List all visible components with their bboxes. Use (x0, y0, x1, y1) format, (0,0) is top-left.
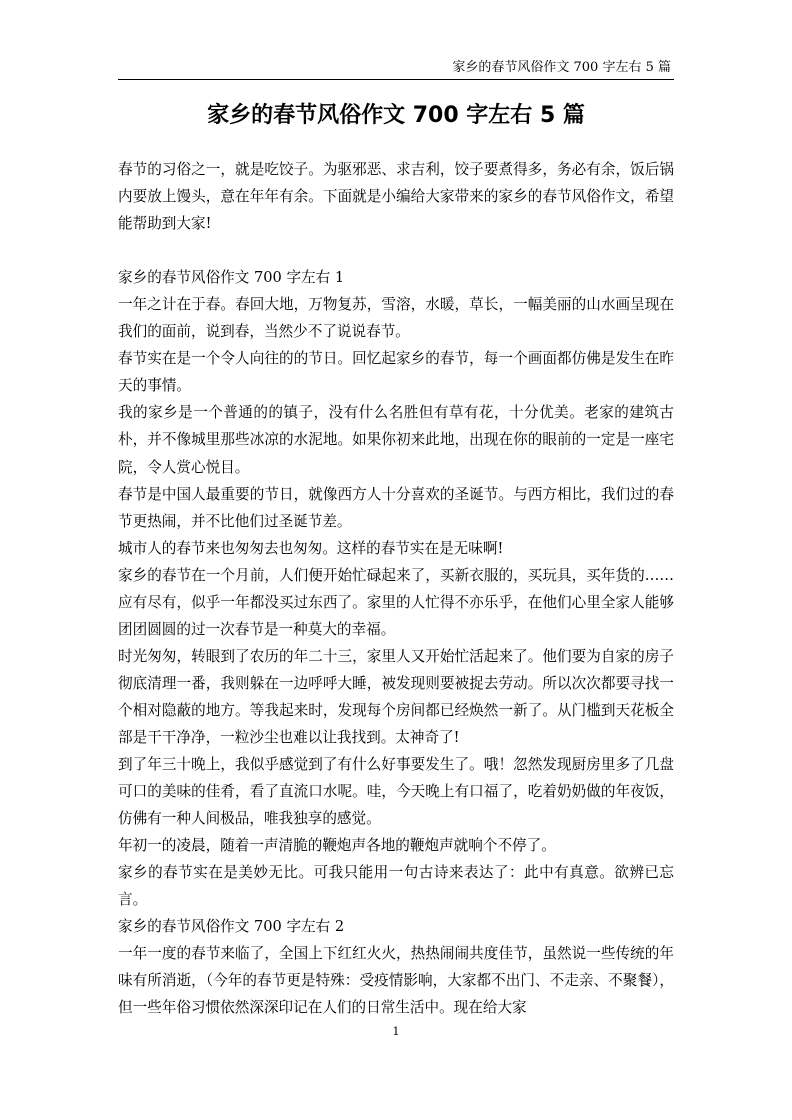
body-paragraph: 时光匆匆，转眼到了农历的年二十三，家里人又开始忙活起来了。他们要为自家的房子彻底清理一番，我则躲在一边呼呼大睡，被发现则要被捉去劳动。所以次次都要寻找一个相对隐蔽的地方。等我起来时，发现每个房间都已经焕然一新了。从门槛到天花板全部是干干净净，一粒沙尘也难以让我找到。太神奇了! (118, 647, 674, 746)
section-heading-2: 家乡的春节风俗作文 700 字左右 2 (118, 918, 345, 936)
body-paragraph: 家乡的春节实在是美妙无比。可我只能用一句古诗来表达了：此中有真意。欲辨已忘言。 (118, 864, 674, 909)
section-heading-1: 家乡的春节风俗作文 700 字左右 1 (118, 269, 345, 287)
body-paragraph: 我的家乡是一个普通的的镇子，没有什么名胜但有草有花，十分优美。老家的建筑古朴，并不像城里那些冰凉的水泥地。如果你初来此地，出现在你的眼前的一定是一座宅院，令人赏心悦目。 (118, 404, 674, 476)
body-paragraph: 春节是中国人最重要的节日，就像西方人十分喜欢的圣诞节。与西方相比，我们过的春节更热闹，并不比他们过圣诞节差。 (118, 485, 674, 530)
body-paragraph: 一年一度的春节来临了，全国上下红红火火，热热闹闹共度佳节，虽然说一些传统的年味有所消逝，（今年的春节更是特殊：受疫情影响，大家都不出门、不走亲、不聚餐），但一些年俗习惯依然深深印记在人们的日常生活中。现在给大家 (118, 945, 674, 1017)
body-paragraph: 城市人的春节来也匆匆去也匆匆。这样的春节实在是无味啊! (118, 539, 504, 557)
document-body (118, 156, 674, 1022)
header-divider (118, 79, 674, 80)
running-header: 家乡的春节风俗作文 700 字左右 5 篇 (452, 60, 671, 75)
intro-paragraph: 春节的习俗之一，就是吃饺子。为驱邪恶、求吉利，饺子要煮得多，务必有余，饭后锅内要放上馒头，意在年年有余。下面就是小编给大家带来的家乡的春节风俗作文，希望能帮助到大家! (118, 161, 674, 233)
page-number: 1 (392, 1025, 400, 1038)
body-paragraph: 春节实在是一个令人向往的的节日。回忆起家乡的春节，每一个画面都仿佛是发生在昨天的事情。 (118, 350, 674, 395)
paragraph-spacer (118, 237, 674, 264)
body-paragraph: 家乡的春节在一个月前，人们便开始忙碌起来了，买新衣服的，买玩具，买年货的……应有尽有，似乎一年都没买过东西了。家里的人忙得不亦乐乎，在他们心里全家人能够团团圆圆的过一次春节是一种莫大的幸福。 (118, 566, 674, 638)
body-paragraph: 到了年三十晚上，我似乎感觉到了有什么好事要发生了。哦！忽然发现厨房里多了几盘可口的美味的佳肴，看了直流口水呢。哇，今天晚上有口福了，吃着奶奶做的年夜饭，仿佛有一种人间极品，唯我独享的感觉。 (118, 756, 674, 828)
body-paragraph: 一年之计在于春。春回大地，万物复苏，雪溶，水暖，草长，一幅美丽的山水画呈现在我们的面前，说到春，当然少不了说说春节。 (118, 296, 674, 341)
document-title: 家乡的春节风俗作文 700 字左右 5 篇 (207, 103, 585, 128)
body-paragraph: 年初一的凌晨，随着一声清脆的鞭炮声各地的鞭炮声就响个不停了。 (118, 837, 556, 855)
